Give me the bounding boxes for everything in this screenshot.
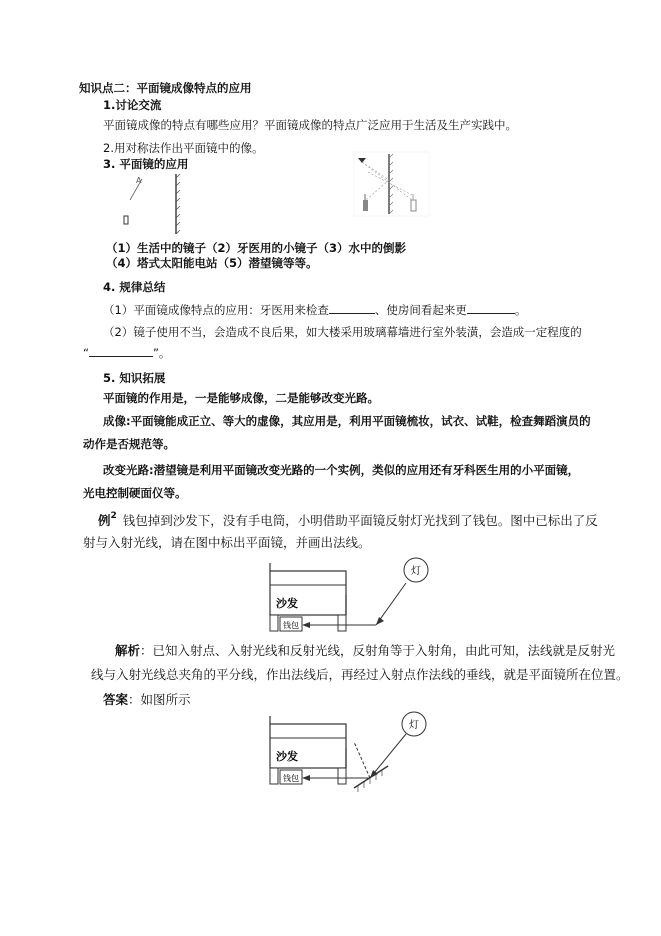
svg-text:A: A [136, 176, 142, 185]
blank-3 [89, 344, 153, 357]
answer-figure [258, 708, 458, 798]
item3-title: 3. 平面镜的应用 [103, 157, 189, 171]
analysis-text-1: ：已知入射点、入射光线和反射光线，反射角等于入射角，由此可知，法线就是反射光 [140, 643, 616, 658]
quote-open: “ [83, 346, 89, 360]
ext-path-2: 光电控制硬面仪等。 [83, 486, 187, 500]
analysis-label: 解析 [115, 643, 141, 658]
ext-path-1: 改变光路:潜望镜是利用平面镜改变光路的一个实例，类似的应用还有牙科医生用的小平面镜， [103, 463, 580, 477]
answer-text: ：如图所示 [128, 692, 191, 707]
example-text-2: 射与入射光线，请在图中标出平面镜，并画出法线。 [83, 535, 371, 550]
summary-2-quote [83, 344, 170, 361]
summary-1-part-b: 、使房间看起来更 [374, 303, 467, 317]
sofa-label-answer: 沙发 [276, 750, 298, 763]
lamp-label-answer: 灯 [409, 720, 419, 731]
example-label: 例 [98, 513, 111, 528]
item5-title: 5. 知识拓展 [103, 371, 166, 385]
wallet-label: 钱包 [283, 621, 299, 630]
item4-title: 4. 规律总结 [103, 280, 166, 294]
answer-line [103, 690, 191, 708]
answer-label: 答案 [103, 692, 129, 707]
apps-line-2: （4）塔式太阳能电站（5）潜望镜等等。 [106, 256, 318, 270]
example-text-1: 钱包掉到沙发下，没有手电筒，小明借助平面镜反射灯光找到了钱包。图中已标出了反 [122, 513, 598, 528]
item1-text: 平面镜成像的特点有哪些应用？平面镜成像的特点广泛应用于生活及生产实践中。 [103, 118, 517, 132]
example-number: 2 [110, 511, 117, 521]
summary-1-part-a: （1）平面镜成像特点的应用：牙医用来检查 [103, 303, 329, 317]
blank-1 [329, 301, 375, 314]
wallet-label-answer: 钱包 [283, 774, 299, 783]
item2-text: 2.用对称法作出平面镜中的像。 [103, 141, 264, 155]
reflection-figure [352, 150, 432, 220]
lamp-label: 灯 [411, 566, 421, 577]
analysis-text-2: 线与入射光线总夹角的平分线，作出法线后，再经过入射点作法线的垂线，就是平面镜所在位置。 [91, 667, 629, 682]
apps-line-1: （1）生活中的镜子（2）牙医用的小镜子（3）水中的倒影 [106, 241, 407, 255]
item1-title: 1.讨论交流 [103, 98, 162, 112]
blank-2 [467, 301, 515, 314]
section-heading: 知识点二：平面镜成像特点的应用 [79, 81, 252, 95]
summary-2: （2）镜子使用不当，会造成不良后果，如大楼采用玻璃幕墙进行室外装潢，会造成一定程度的 [103, 325, 582, 339]
summary-1 [103, 301, 526, 318]
sofa-label: 沙发 [276, 597, 298, 610]
question-figure [258, 555, 458, 645]
summary-1-part-c: 。 [514, 303, 527, 317]
ext-image-1: 成像:平面镜能成正立、等大的虚像，其应用是，利用平面镜梳妆，试衣、试鞋，检查舞蹈演员的 [103, 414, 591, 428]
analysis-line-1 [115, 641, 615, 659]
example-line-1 [98, 511, 598, 529]
quote-close: ”。 [152, 346, 171, 360]
symmetry-figure [118, 170, 198, 240]
ext-image-2: 动作是否规范等。 [83, 437, 175, 451]
ext-role: 平面镜的作用是，一是能够成像，二是能够改变光路。 [103, 391, 379, 405]
